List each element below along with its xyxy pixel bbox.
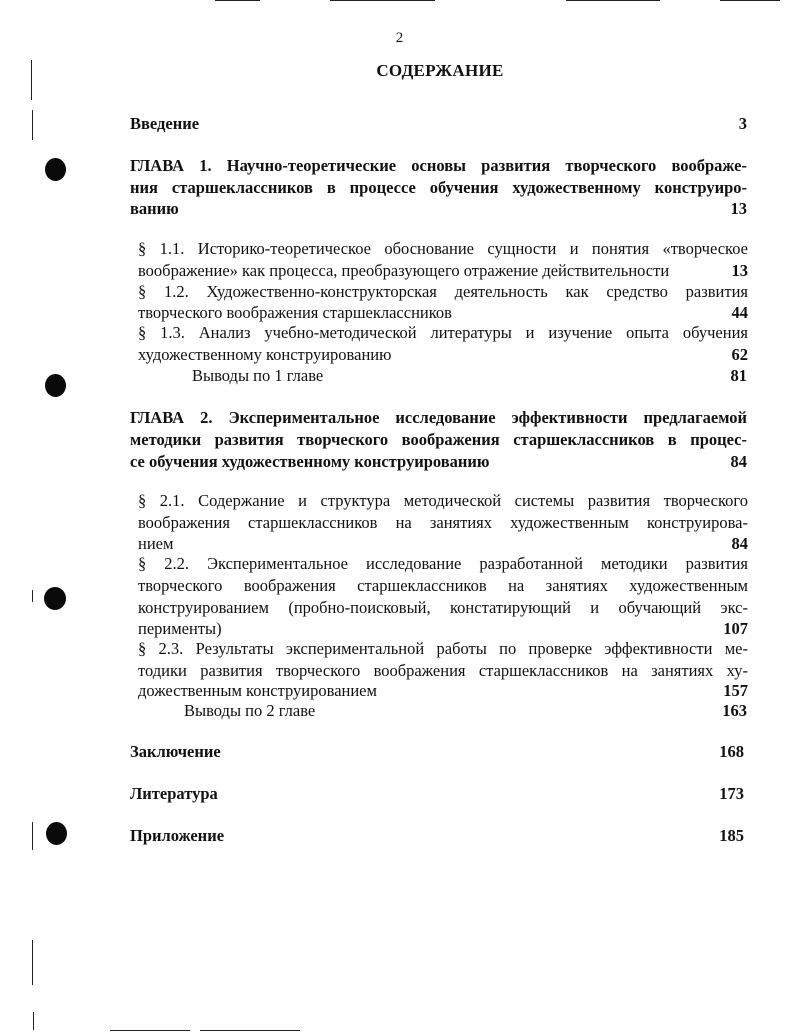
toc-label: ванию: [130, 199, 179, 218]
toc-section-2-3[interactable]: [138, 680, 748, 701]
scan-edge-line: [215, 0, 260, 1]
toc-section-1-1[interactable]: [138, 260, 748, 281]
toc-section-1-3-line[interactable]: § 1.3. Анализ учебно-методической литературы и изучение опыта обучения: [138, 323, 748, 342]
toc-label: Литература: [130, 784, 218, 803]
binder-hole: [45, 374, 66, 397]
toc-chapter-2-line[interactable]: ГЛАВА 2. Экспериментальное исследование эффективности предлагаемой: [130, 408, 747, 427]
toc-section-2-3-line[interactable]: § 2.3. Результаты экспериментальной работы по проверке эффективности ме-: [138, 639, 748, 658]
toc-page-number: 185: [719, 826, 744, 845]
toc-label: Выводы по 1 главе: [192, 366, 324, 385]
toc-label: нием: [138, 534, 174, 553]
scan-edge-line: [33, 1012, 34, 1030]
toc-page-number: 62: [731, 345, 748, 364]
toc-label: Выводы по 2 главе: [184, 701, 316, 720]
binder-hole: [45, 158, 66, 181]
toc-page-number: 3: [738, 114, 747, 133]
toc-page-number: 157: [723, 681, 748, 700]
toc-page-number: 163: [722, 701, 747, 720]
toc-page-number: 84: [731, 534, 748, 553]
toc-page-number: 13: [730, 199, 747, 218]
toc-label: художественному конструированию: [138, 345, 392, 364]
toc-entry-intro[interactable]: [130, 113, 747, 134]
toc-section-2-1-line[interactable]: § 2.1. Содержание и структура методической системы развития творческого: [138, 491, 748, 510]
toc-section-2-2-line[interactable]: творческого воображения старшеклассников на занятиях художественным: [138, 576, 748, 595]
toc-section-2-2-line[interactable]: конструированием (пробно-поисковый, констатирующий и обучающий экс-: [138, 598, 748, 617]
toc-chapter-1[interactable]: [130, 198, 747, 219]
scan-edge-line: [330, 0, 435, 1]
scan-edge-line: [566, 0, 660, 1]
toc-section-1-2-line[interactable]: § 1.2. Художественно-конструкторская деятельность как средство развития: [138, 282, 748, 301]
toc-page-number: 13: [731, 261, 748, 280]
scan-edge-line: [200, 1030, 300, 1031]
toc-section-1-2[interactable]: [138, 302, 748, 323]
toc-section-2-1[interactable]: [138, 533, 748, 554]
toc-chapter-2-conclusion[interactable]: [184, 700, 747, 721]
binder-hole: [44, 587, 66, 610]
scan-edge-line: [32, 822, 33, 850]
scan-edge-line: [110, 1030, 190, 1031]
toc-page-number: 107: [723, 619, 748, 638]
toc-section-2-1-line[interactable]: воображения старшеклассников на занятиях художественным конструирова-: [138, 513, 748, 532]
toc-entry-literature[interactable]: [130, 783, 744, 804]
toc-label: се обучения художественному конструированию: [130, 452, 490, 471]
toc-chapter-1-line[interactable]: ния старшеклассников в процессе обучения художественному конструиро-: [130, 178, 747, 197]
binder-hole: [46, 822, 67, 845]
toc-chapter-1-conclusion[interactable]: [192, 365, 747, 386]
toc-chapter-2[interactable]: [130, 451, 747, 472]
toc-entry-conclusion[interactable]: [130, 741, 744, 762]
toc-page-number: 44: [731, 303, 748, 322]
toc-label: Заключение: [130, 742, 221, 761]
toc-page-number: 81: [730, 366, 747, 385]
scan-edge-line: [720, 0, 780, 1]
toc-section-1-3[interactable]: [138, 344, 748, 365]
toc-section-2-3-line[interactable]: тодики развития творческого воображения старшеклассников на занятиях ху-: [138, 661, 748, 680]
toc-label: дожественным конструированием: [138, 681, 377, 700]
scan-edge-line: [32, 940, 33, 985]
scan-edge-line: [32, 590, 33, 602]
toc-page-number: 168: [719, 742, 744, 761]
toc-entry-appendix[interactable]: [130, 825, 744, 846]
toc-label: воображение» как процесса, преобразующего отражение действительности: [138, 261, 670, 280]
toc-page-number: 173: [719, 784, 744, 803]
toc-label: Приложение: [130, 826, 225, 845]
toc-section-2-2[interactable]: [138, 618, 748, 639]
toc-chapter-1-line[interactable]: ГЛАВА 1. Научно-теоретические основы развития творческого воображе-: [130, 156, 747, 175]
toc-section-2-2-line[interactable]: § 2.2. Экспериментальное исследование разработанной методики развития: [138, 554, 748, 573]
scan-edge-line: [32, 110, 33, 140]
toc-section-1-1-line[interactable]: § 1.1. Историко-теоретическое обоснование сущности и понятия «творческое: [138, 239, 748, 258]
toc-chapter-2-line[interactable]: методики развития творческого воображения старшеклассников в процес-: [130, 430, 747, 449]
page-title: СОДЕРЖАНИЕ: [376, 61, 504, 80]
toc-page-number: 84: [730, 452, 747, 471]
page-number: 2: [395, 30, 404, 46]
toc-label: творческого воображения старшеклассников: [138, 303, 452, 322]
toc-label: перименты): [138, 619, 222, 638]
toc-label: Введение: [130, 114, 200, 133]
